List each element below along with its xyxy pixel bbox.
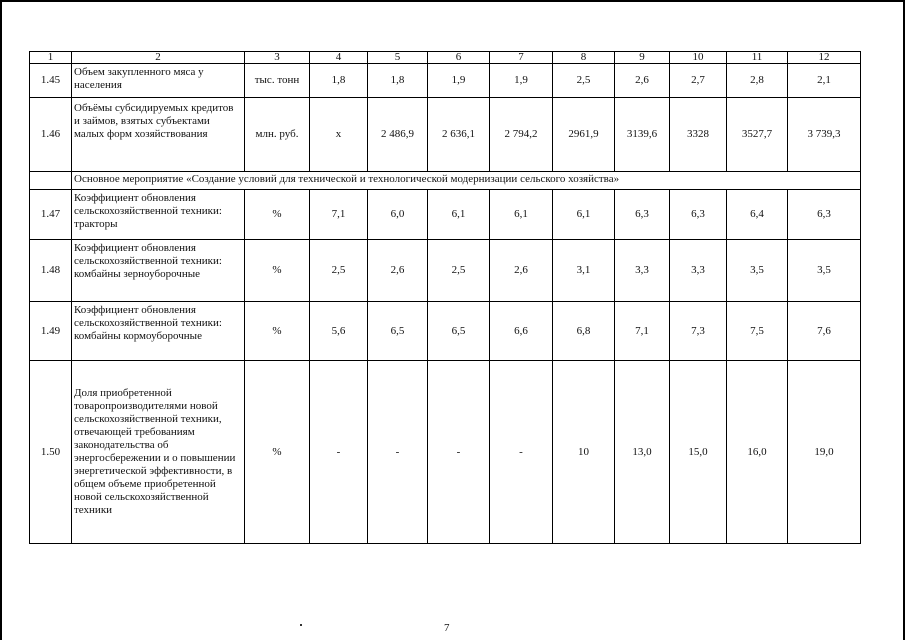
value-cell: 2 636,1 bbox=[428, 98, 490, 172]
value-cell: 6,5 bbox=[428, 302, 490, 361]
unit: % bbox=[245, 190, 310, 240]
value-cell: 3 739,3 bbox=[788, 98, 861, 172]
row-number: 1.50 bbox=[30, 361, 72, 544]
column-number: 4 bbox=[310, 52, 368, 64]
value-cell: 6,4 bbox=[727, 190, 788, 240]
value-cell: 1,8 bbox=[310, 64, 368, 98]
scan-border-top bbox=[0, 0, 905, 2]
scan-dot bbox=[300, 624, 302, 626]
value-cell: 6,8 bbox=[553, 302, 615, 361]
row-number: 1.48 bbox=[30, 240, 72, 302]
value-cell: - bbox=[490, 361, 553, 544]
value-cell: 1,8 bbox=[368, 64, 428, 98]
indicator-name: Коэффициент обновления сельскохозяйственной техники: комбайны зерноуборочные bbox=[72, 240, 245, 302]
table-row bbox=[30, 64, 861, 98]
value-cell: 3328 bbox=[670, 98, 727, 172]
table-row bbox=[30, 302, 861, 361]
row-number: 1.46 bbox=[30, 98, 72, 172]
column-number: 8 bbox=[553, 52, 615, 64]
value-cell: 2,6 bbox=[368, 240, 428, 302]
row-number: 1.47 bbox=[30, 190, 72, 240]
value-cell: 5,6 bbox=[310, 302, 368, 361]
indicator-name: Коэффициент обновления сельскохозяйственной техники: комбайны кормоуборочные bbox=[72, 302, 245, 361]
value-cell: х bbox=[310, 98, 368, 172]
row-number: 1.49 bbox=[30, 302, 72, 361]
value-cell: 2,7 bbox=[670, 64, 727, 98]
value-cell: 3139,6 bbox=[615, 98, 670, 172]
column-number: 1 bbox=[30, 52, 72, 64]
value-cell: 6,5 bbox=[368, 302, 428, 361]
indicator-name: Доля приобретенной товаропроизводителями новой сельскохозяйственной техники, отвечающей требованиям законодательства об энергосбережении и о повышении энергетической эффективности, в общем объеме приобретенной новой сельскохозяйственной техники bbox=[72, 361, 245, 544]
value-cell: - bbox=[368, 361, 428, 544]
indicators-table bbox=[29, 51, 861, 544]
value-cell: 6,1 bbox=[553, 190, 615, 240]
value-cell: 7,6 bbox=[788, 302, 861, 361]
scan-border-left bbox=[0, 0, 2, 640]
unit: тыс. тонн bbox=[245, 64, 310, 98]
table-row bbox=[30, 240, 861, 302]
value-cell: 2,6 bbox=[615, 64, 670, 98]
value-cell: 3,1 bbox=[553, 240, 615, 302]
value-cell: 2,8 bbox=[727, 64, 788, 98]
value-cell: - bbox=[428, 361, 490, 544]
unit: % bbox=[245, 240, 310, 302]
unit: % bbox=[245, 361, 310, 544]
indicator-name: Коэффициент обновления сельскохозяйственной техники: тракторы bbox=[72, 190, 245, 240]
value-cell: 16,0 bbox=[727, 361, 788, 544]
value-cell: 3,3 bbox=[615, 240, 670, 302]
value-cell: 6,3 bbox=[788, 190, 861, 240]
page-number: 7 bbox=[444, 622, 450, 634]
value-cell: 6,6 bbox=[490, 302, 553, 361]
value-cell: 7,3 bbox=[670, 302, 727, 361]
indicator-name: Объем закупленного мяса у населения bbox=[72, 64, 245, 98]
value-cell: 2,5 bbox=[428, 240, 490, 302]
value-cell: 2,5 bbox=[553, 64, 615, 98]
table-row bbox=[30, 98, 861, 172]
table-row bbox=[30, 361, 861, 544]
value-cell: 2 794,2 bbox=[490, 98, 553, 172]
value-cell: 10 bbox=[553, 361, 615, 544]
value-cell: 7,1 bbox=[615, 302, 670, 361]
value-cell: 19,0 bbox=[788, 361, 861, 544]
section-title: Основное мероприятие «Создание условий для технической и технологической модернизации сельского хозяйства» bbox=[72, 172, 861, 190]
value-cell: 2,6 bbox=[490, 240, 553, 302]
empty-cell bbox=[30, 172, 72, 190]
column-number: 11 bbox=[727, 52, 788, 64]
value-cell: 3,5 bbox=[788, 240, 861, 302]
value-cell: 13,0 bbox=[615, 361, 670, 544]
value-cell: 2961,9 bbox=[553, 98, 615, 172]
indicator-name: Объёмы субсидируемых кредитов и займов, взятых субъектами малых форм хозяйствования bbox=[72, 98, 245, 172]
value-cell: 1,9 bbox=[490, 64, 553, 98]
column-numbers-row bbox=[30, 52, 861, 64]
row-number: 1.45 bbox=[30, 64, 72, 98]
column-number: 5 bbox=[368, 52, 428, 64]
value-cell: 3,3 bbox=[670, 240, 727, 302]
value-cell: 6,1 bbox=[490, 190, 553, 240]
value-cell: 6,0 bbox=[368, 190, 428, 240]
value-cell: 7,5 bbox=[727, 302, 788, 361]
value-cell: 6,3 bbox=[615, 190, 670, 240]
value-cell: 2,5 bbox=[310, 240, 368, 302]
column-number: 3 bbox=[245, 52, 310, 64]
value-cell: 2 486,9 bbox=[368, 98, 428, 172]
column-number: 2 bbox=[72, 52, 245, 64]
column-number: 9 bbox=[615, 52, 670, 64]
column-number: 10 bbox=[670, 52, 727, 64]
value-cell: 2,1 bbox=[788, 64, 861, 98]
value-cell: - bbox=[310, 361, 368, 544]
table-row bbox=[30, 190, 861, 240]
unit: % bbox=[245, 302, 310, 361]
column-number: 12 bbox=[788, 52, 861, 64]
value-cell: 7,1 bbox=[310, 190, 368, 240]
unit: млн. руб. bbox=[245, 98, 310, 172]
value-cell: 3527,7 bbox=[727, 98, 788, 172]
value-cell: 3,5 bbox=[727, 240, 788, 302]
value-cell: 6,3 bbox=[670, 190, 727, 240]
column-number: 7 bbox=[490, 52, 553, 64]
value-cell: 15,0 bbox=[670, 361, 727, 544]
column-number: 6 bbox=[428, 52, 490, 64]
value-cell: 6,1 bbox=[428, 190, 490, 240]
section-row bbox=[30, 172, 861, 190]
value-cell: 1,9 bbox=[428, 64, 490, 98]
